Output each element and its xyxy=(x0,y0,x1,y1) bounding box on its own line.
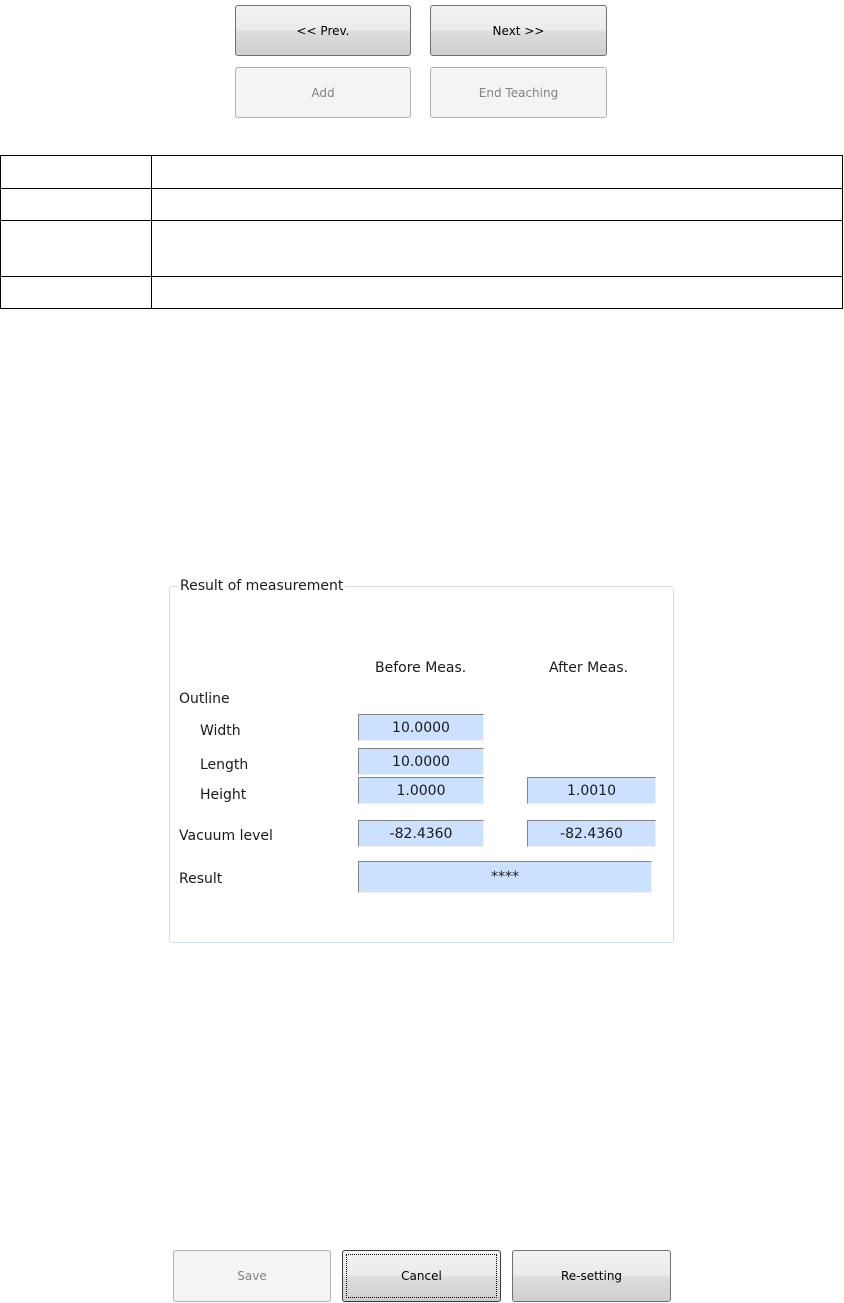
data-grid xyxy=(0,155,843,309)
add-button[interactable] xyxy=(235,67,411,118)
grid-row xyxy=(1,189,843,221)
height-after-field[interactable]: 1.0010 xyxy=(527,777,656,804)
width-before-field[interactable]: 10.0000 xyxy=(358,714,484,741)
height-before-field[interactable]: 1.0000 xyxy=(358,777,484,804)
cancel-button[interactable] xyxy=(342,1250,501,1302)
outline-label: Outline xyxy=(179,691,230,707)
result-field[interactable]: **** xyxy=(358,861,652,893)
grid-cell xyxy=(1,156,152,189)
vacuum-level-label: Vacuum level xyxy=(179,828,273,844)
result-label: Result xyxy=(179,871,223,887)
prev-button-label: << Prev. xyxy=(296,23,350,38)
vacuum-after-field[interactable]: -82.4360 xyxy=(527,820,656,847)
after-meas-header: After Meas. xyxy=(549,660,629,676)
end-teaching-button[interactable] xyxy=(430,67,607,118)
grid-cell xyxy=(152,156,843,189)
grid-cell xyxy=(152,277,843,309)
grid-cell xyxy=(1,277,152,309)
resetting-button-label: Re-setting xyxy=(560,1269,623,1283)
next-button-label: Next >> xyxy=(492,23,545,38)
length-label: Length xyxy=(200,757,249,773)
height-label: Height xyxy=(200,787,247,803)
grid-row xyxy=(1,156,843,189)
grid-cell xyxy=(152,221,843,277)
grid-row xyxy=(1,277,843,309)
grid-cell xyxy=(152,189,843,221)
vacuum-before-field[interactable]: -82.4360 xyxy=(358,820,484,847)
grid-cell xyxy=(1,189,152,221)
save-button[interactable] xyxy=(173,1250,331,1302)
measurement-groupbox-title: Result of measurement xyxy=(180,578,344,594)
length-before-field[interactable]: 10.0000 xyxy=(358,748,484,775)
grid-cell xyxy=(1,221,152,277)
end-teaching-button-label: End Teaching xyxy=(478,85,559,100)
grid-row xyxy=(1,221,843,277)
next-button[interactable] xyxy=(430,5,607,56)
add-button-label: Add xyxy=(311,85,335,100)
prev-button[interactable] xyxy=(235,5,411,56)
width-label: Width xyxy=(200,723,241,739)
before-meas-header: Before Meas. xyxy=(375,660,467,676)
resetting-button[interactable] xyxy=(512,1250,671,1302)
save-button-label: Save xyxy=(237,1269,267,1283)
cancel-button-label: Cancel xyxy=(401,1269,442,1283)
